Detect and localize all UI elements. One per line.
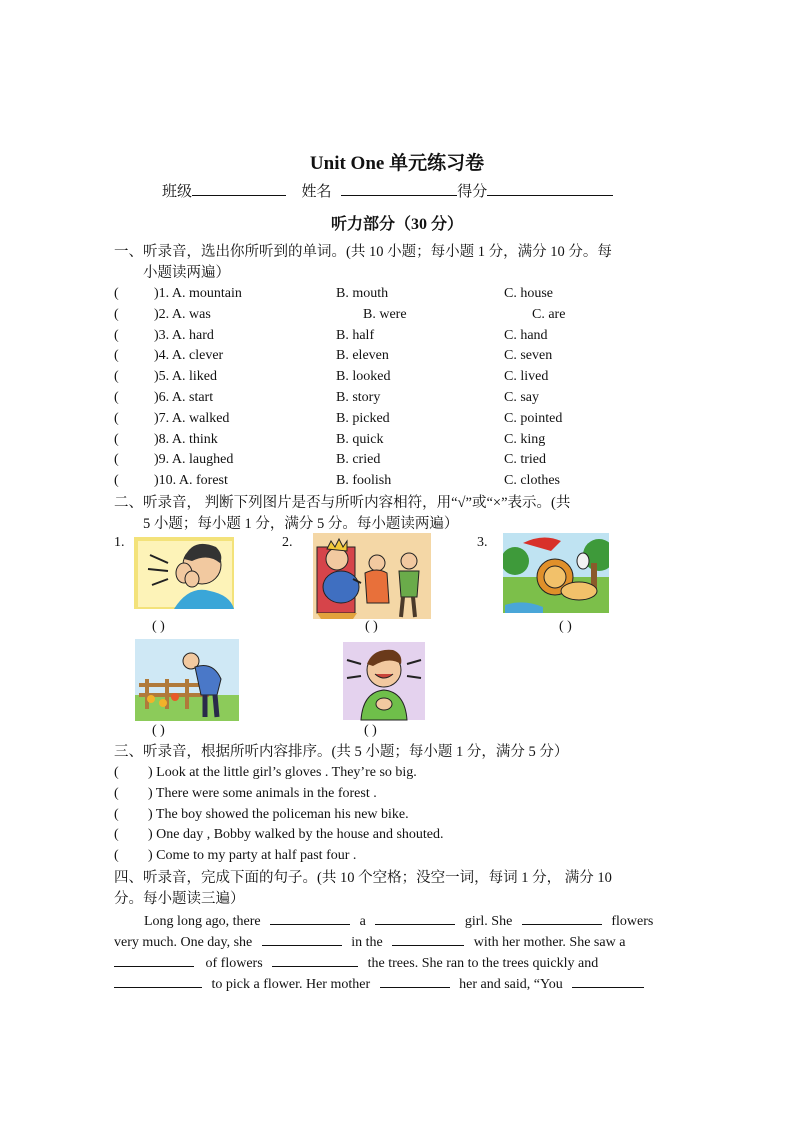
answer-bracket[interactable]: (: [114, 348, 119, 364]
order-bracket[interactable]: (: [114, 848, 119, 864]
blank-5[interactable]: [392, 931, 464, 946]
option-a: )8. A. think: [154, 431, 218, 447]
option-b: B. picked: [336, 410, 390, 426]
king-scene-picture: [313, 533, 431, 619]
sentence-text: ) One day , Bobby walked by the house and shouted.: [148, 827, 444, 843]
sentence-row: [114, 848, 674, 869]
passage-text: flowers: [611, 914, 654, 929]
part3-instruction: 三、听录音，根据所听内容排序。(共 5 小题；每小题 1 分，满分 5 分）: [114, 744, 569, 760]
question-row: [114, 369, 674, 390]
order-bracket[interactable]: (: [114, 785, 119, 801]
option-c: C. are: [532, 306, 566, 322]
question-row: [114, 390, 674, 411]
answer-bracket[interactable]: (: [114, 390, 119, 405]
sentence-row: [114, 786, 674, 807]
option-c: C. house: [504, 286, 553, 301]
section-subtitle: 听力部分（30 分）: [330, 216, 463, 233]
answer-bracket[interactable]: (: [114, 410, 119, 426]
option-b: B. cried: [336, 452, 381, 468]
picture-2-answer[interactable]: ( ): [365, 619, 378, 634]
order-bracket[interactable]: (: [114, 827, 119, 843]
question-row: [114, 452, 674, 473]
picture-1-answer[interactable]: ( ): [152, 619, 165, 634]
part1-instruction: [114, 242, 679, 284]
part4-instruction-line1: 四、听录音，完成下面的句子。(共 10 个空格；没空一词，每词 1 分， 满分 10: [114, 870, 612, 886]
question-row: [114, 473, 674, 494]
picture-label-2: 2.: [282, 535, 293, 550]
picture-label-3: 3.: [477, 535, 488, 550]
question-row: [114, 328, 674, 349]
score-field[interactable]: [487, 180, 613, 196]
question-row: [114, 411, 674, 432]
option-b: B. mouth: [336, 286, 389, 301]
picture-4-answer[interactable]: ( ): [152, 723, 165, 738]
passage-text: with her mother. She saw a: [473, 935, 626, 950]
option-b: B. story: [336, 390, 381, 405]
answer-bracket[interactable]: (: [114, 286, 119, 301]
score-label: 得分: [457, 184, 488, 200]
option-b: B. foolish: [336, 473, 392, 489]
option-a: )2. A. was: [154, 306, 211, 322]
passage-text: of flowers: [205, 956, 263, 971]
question-row: [114, 348, 674, 369]
passage-text: very much. One day, she: [114, 935, 253, 950]
order-bracket[interactable]: (: [114, 765, 119, 780]
passage-text: a: [359, 914, 366, 929]
option-a: )5. A. liked: [154, 369, 217, 385]
part1-instruction-line1: 一、听录音，选出你所听到的单词。(共 10 小题；每小题 1 分，满分 10 分。每: [114, 244, 612, 260]
passage-line-4: [114, 973, 671, 993]
option-a: )7. A. walked: [154, 410, 230, 426]
answer-bracket[interactable]: (: [114, 431, 119, 447]
name-label: 姓名: [301, 184, 332, 200]
class-field[interactable]: [192, 180, 286, 196]
blank-3[interactable]: [522, 910, 602, 925]
answer-bracket[interactable]: (: [114, 306, 119, 322]
question-row: [114, 286, 674, 307]
part2-instruction-line2: 5 小题；每小题 1 分，满分 5 分。每小题读两遍）: [143, 516, 459, 532]
part2-instruction-line1: 二、听录音， 判断下列图片是否与所听内容相符，用“√”或“×”表示。(共: [114, 495, 571, 511]
passage-text: the trees. She ran to the trees quickly and: [367, 956, 599, 971]
option-a: )9. A. laughed: [154, 452, 234, 468]
option-c: C. hand: [504, 327, 548, 343]
shouting-boy-picture: [134, 533, 234, 613]
part2-instruction: [114, 493, 679, 535]
answer-bracket[interactable]: (: [114, 327, 119, 343]
option-b: B. looked: [336, 369, 391, 385]
answer-bracket[interactable]: (: [114, 452, 119, 468]
passage-line-1: [114, 910, 671, 930]
passage-line-2: [114, 931, 671, 951]
page-title: Unit One 单元练习卷: [309, 153, 485, 174]
option-c: C. pointed: [504, 410, 563, 426]
option-c: C. seven: [504, 348, 553, 364]
question-row: [114, 307, 674, 328]
blank-7[interactable]: [272, 952, 358, 967]
student-info-line: [162, 180, 613, 201]
passage-text: her and said, “You: [459, 977, 563, 992]
option-a: )4. A. clever: [154, 348, 224, 364]
blank-8[interactable]: [114, 973, 202, 988]
option-a: )3. A. hard: [154, 327, 214, 343]
option-b: B. quick: [336, 431, 384, 447]
part4-instruction: [114, 868, 679, 910]
answer-bracket[interactable]: (: [114, 473, 119, 489]
answer-bracket[interactable]: (: [114, 369, 119, 385]
lion-forest-picture: [503, 533, 609, 613]
blank-10[interactable]: [572, 973, 644, 988]
order-bracket[interactable]: (: [114, 806, 119, 822]
option-a: )6. A. start: [154, 390, 214, 405]
passage-line-3: [114, 952, 671, 972]
picture-5-answer[interactable]: ( ): [364, 723, 377, 738]
option-c: C. king: [504, 431, 546, 447]
option-a: )10. A. forest: [154, 473, 228, 489]
blank-4[interactable]: [262, 931, 342, 946]
person-smelling-flowers-picture: [135, 639, 239, 721]
blank-6[interactable]: [114, 952, 194, 967]
option-b: B. eleven: [336, 348, 389, 364]
blank-1[interactable]: [270, 910, 350, 925]
blank-2[interactable]: [375, 910, 455, 925]
part1-instruction-line2: 小题读两遍）: [143, 265, 230, 281]
option-c: C. tried: [504, 452, 546, 468]
option-c: C. clothes: [504, 473, 560, 489]
option-c: C. lived: [504, 369, 549, 385]
passage-text: in the: [351, 935, 383, 950]
class-label: 班级: [162, 184, 193, 200]
sentence-text: ) Come to my party at half past four .: [148, 848, 357, 864]
sentence-row: [114, 765, 674, 786]
passage-text: to pick a flower. Her mother: [211, 977, 371, 992]
part4-instruction-line2: 分。每小题读三遍）: [114, 891, 245, 907]
picture-3-answer[interactable]: ( ): [559, 619, 572, 634]
option-a: )1. A. mountain: [154, 286, 242, 301]
blank-9[interactable]: [380, 973, 450, 988]
name-field[interactable]: [341, 180, 457, 196]
happy-boy-picture: [333, 640, 435, 722]
passage-text: Long long ago, there: [144, 914, 261, 929]
option-c: C. say: [504, 390, 539, 405]
passage-text: girl. She: [464, 914, 513, 929]
picture-label-1: 1.: [114, 535, 125, 550]
sentence-text: ) The boy showed the policeman his new bike.: [148, 806, 409, 822]
option-b: B. half: [336, 327, 375, 343]
sentence-text: ) Look at the little girl’s gloves . They’re so big.: [148, 765, 417, 780]
question-row: [114, 432, 674, 453]
sentence-row: [114, 827, 674, 848]
sentence-text: ) There were some animals in the forest .: [148, 785, 377, 801]
sentence-row: [114, 807, 674, 828]
option-b: B. were: [363, 306, 407, 322]
